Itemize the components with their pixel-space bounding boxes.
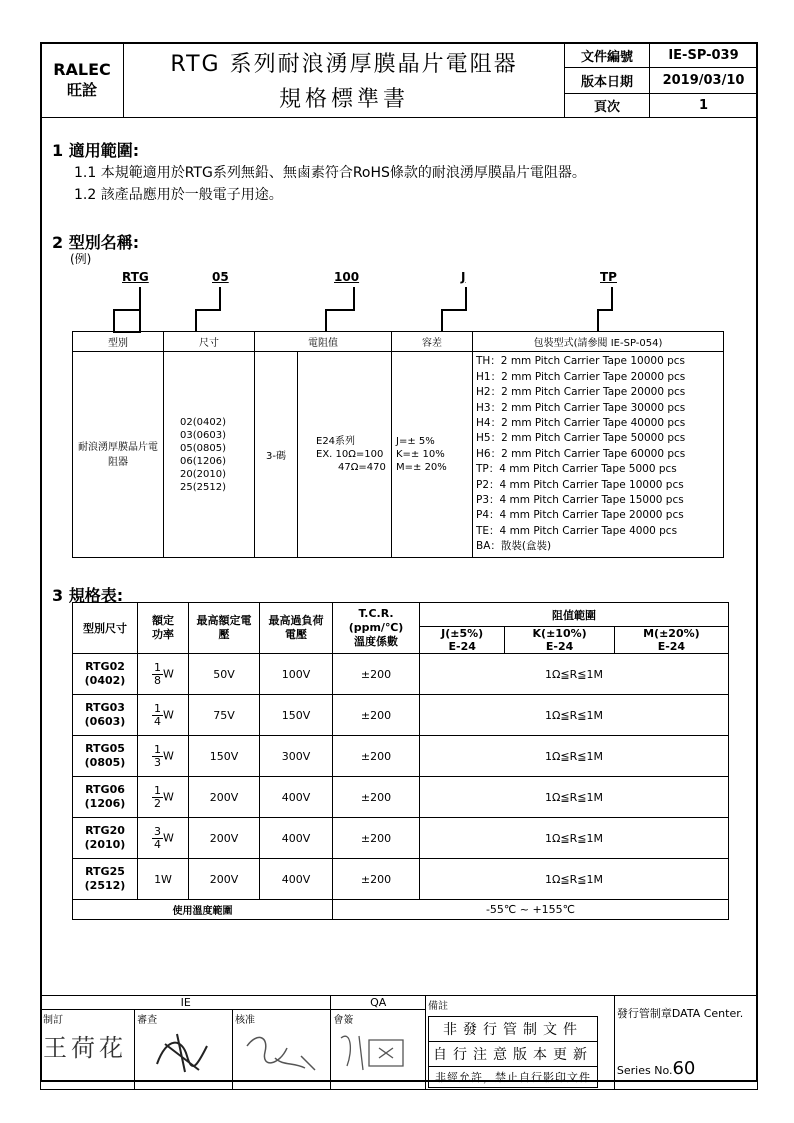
packaging-item: H2：2 mm Pitch Carrier Tape 20000 pcs [476, 386, 686, 399]
section1-line2: 1.2 該產品應用於一般電子用途。 [74, 187, 283, 203]
th-k: K(±10%) E-24 [505, 627, 614, 654]
bracket-tol-bar [441, 309, 467, 311]
code-tolerance: J [461, 270, 466, 284]
page-label: 頁次 [565, 93, 650, 117]
power-fraction: $\frac{1}{8}$ [154, 660, 162, 687]
power-unit: W [163, 831, 174, 844]
resistance-line: E24系列 [316, 436, 356, 447]
bracket-tol-stem [441, 309, 443, 331]
cell-range: 1Ω≦R≦1M [420, 777, 729, 818]
packaging-item: TH：2 mm Pitch Carrier Tape 10000 pcs [476, 355, 685, 368]
packaging-item: H6：2 mm Pitch Carrier Tape 60000 pcs [476, 447, 686, 460]
th-tcr [333, 603, 420, 654]
cell-range: 1Ω≦R≦1M [420, 654, 729, 695]
table-row [73, 859, 729, 900]
th-packaging: 包裝型式(請參閱 IE-SP-054) [473, 332, 724, 352]
packaging-item: P4：4 mm Pitch Carrier Tape 20000 pcs [476, 509, 684, 522]
bracket-pkg-stem [597, 309, 599, 331]
series-no: 60 [672, 1058, 696, 1079]
resistance-line: 47Ω=470 [338, 462, 386, 473]
th-resistance-range: 阻值範圍 [420, 603, 729, 627]
packaging-item: H3：2 mm Pitch Carrier Tape 30000 pcs [476, 401, 686, 414]
footer-qa: QA [331, 996, 426, 1010]
approve-cell [233, 1010, 331, 1090]
th-type-size: 型別尺寸 [73, 603, 138, 654]
doc-no-value: IE-SP-039 [650, 43, 758, 68]
sign-signature [333, 1026, 417, 1074]
type-desc: 耐浪湧厚膜晶片電阻器 [73, 352, 164, 558]
cell-range: 1Ω≦R≦1M [420, 736, 729, 777]
cell-type: RTG02 (0402) [73, 654, 138, 695]
th-rated-power: 額定功率 [138, 603, 189, 654]
cell-overload: 400V [260, 818, 333, 859]
cell-type: RTG20 (2010) [73, 818, 138, 859]
cell-range: 1Ω≦R≦1M [420, 695, 729, 736]
bracket-tol-top [465, 287, 467, 309]
bracket-res-top [353, 287, 355, 309]
packaging-item: BA：散裝(盒裝) [476, 540, 552, 553]
made-signature: 王荷花 [43, 1034, 127, 1062]
power-fraction: $\frac{1}{4}$ [154, 701, 162, 728]
bracket-size-bar [195, 309, 221, 311]
bracket-pkg-top [611, 287, 613, 309]
th-tolerance: 容差 [392, 332, 473, 352]
power-unit: W [163, 708, 174, 721]
footer-note-cell [425, 996, 614, 1090]
review-signature [137, 1026, 217, 1074]
stamp-line1: 非發行管制文件 [428, 1017, 597, 1042]
size-item: 25(2512) [180, 481, 226, 493]
resistance-desc [298, 352, 392, 558]
cell-tcr: ±200 [333, 654, 420, 695]
table-row [73, 736, 729, 777]
power-unit: W [163, 790, 174, 803]
cell-tcr: ±200 [333, 818, 420, 859]
th-size: 尺寸 [164, 332, 255, 352]
section1-line1: 1.1 本規範適用於RTG系列無鉛、無鹵素符合RoHS條款的耐浪湧厚膜晶片電阻器。 [74, 165, 586, 181]
cell-voltage: 150V [189, 736, 260, 777]
footer-ie: IE [41, 996, 331, 1010]
bracket-pkg-bar [597, 309, 613, 311]
sign-cell [331, 1010, 426, 1090]
example-label: (例) [70, 252, 92, 266]
packaging-item: H4：2 mm Pitch Carrier Tape 40000 pcs [476, 416, 686, 429]
packaging-item: H5：2 mm Pitch Carrier Tape 50000 pcs [476, 432, 686, 445]
cell-tcr: ±200 [333, 777, 420, 818]
sign-label: 會簽 [333, 1015, 354, 1026]
cell-overload: 100V [260, 654, 333, 695]
cell-type: RTG05 (0805) [73, 736, 138, 777]
cell-power [138, 695, 189, 736]
packaging-item: TE：4 mm Pitch Carrier Tape 4000 pcs [476, 524, 678, 537]
code-size: 05 [212, 270, 229, 284]
size-item: 20(2010) [180, 468, 226, 480]
tcr-zh: 溫度係數 [354, 635, 398, 648]
doc-subtitle: 規格標準書 [278, 87, 409, 112]
size-item: 02(0402) [180, 416, 226, 428]
cell-voltage: 50V [189, 654, 260, 695]
approve-signature [235, 1026, 321, 1074]
footer-table [40, 995, 758, 1090]
tcr-unit: (ppm/℃) [348, 621, 404, 634]
made-label: 制訂 [43, 1015, 63, 1026]
packaging-item: P2：4 mm Pitch Carrier Tape 10000 pcs [476, 478, 684, 491]
digit-count: 3-碼 [255, 352, 298, 558]
cell-power [138, 736, 189, 777]
packaging-list [473, 352, 724, 558]
table-row [73, 654, 729, 695]
packaging-item: TP：4 mm Pitch Carrier Tape 5000 pcs [476, 463, 677, 476]
code-packaging: TP [600, 270, 617, 284]
review-label: 審查 [137, 1015, 158, 1026]
power-unit: W [163, 667, 174, 680]
code-resistance: 100 [334, 270, 360, 284]
bracket-res-stem [325, 309, 327, 331]
version-value: 2019/03/10 [650, 68, 758, 93]
stamp-line2: 自行注意版本更新 [428, 1042, 597, 1067]
power-unit: W [163, 749, 174, 762]
bracket-size-top [219, 287, 221, 309]
stamp-line3: 非經允許，禁止自行影印文件 [428, 1067, 597, 1088]
bracket-res-bar [325, 309, 355, 311]
spec-table [72, 602, 729, 920]
company-cell [41, 43, 124, 118]
size-list [164, 352, 255, 558]
review-cell [135, 1010, 233, 1090]
tolerance-item: M=± 20% [396, 462, 447, 473]
doc-title: RTG 系列耐浪湧厚膜晶片電阻器 [170, 52, 518, 77]
cell-power [138, 654, 189, 695]
bracket-size-stem [195, 309, 197, 331]
version-label: 版本日期 [565, 68, 650, 93]
th-j: J(±5%) E-24 [420, 627, 505, 654]
made-cell [41, 1010, 135, 1090]
cell-power [138, 859, 189, 900]
cell-overload: 400V [260, 777, 333, 818]
power-fraction: $\frac{1}{3}$ [154, 742, 162, 769]
cell-overload: 150V [260, 695, 333, 736]
size-item: 05(0805) [180, 442, 226, 454]
issue-stamp-label: 發行管制章DATA Center. [616, 1007, 744, 1020]
th-type: 型別 [73, 332, 164, 352]
table-row [73, 695, 729, 736]
tolerance-item: K=± 10% [396, 449, 445, 460]
title-cell [124, 43, 565, 118]
control-stamp [428, 1016, 598, 1088]
bracket-rtg-bar [113, 309, 141, 311]
cell-type: RTG25 (2512) [73, 859, 138, 900]
th-max-voltage: 最高額定電壓 [189, 603, 260, 654]
tcr-label: T.C.R. [358, 607, 394, 620]
approve-label: 核准 [235, 1015, 256, 1026]
section2-title: 2 型別名稱: [52, 233, 140, 252]
size-item: 03(0603) [180, 429, 226, 441]
size-item: 06(1206) [180, 455, 226, 467]
packaging-item: H1：2 mm Pitch Carrier Tape 20000 pcs [476, 370, 686, 383]
section1-title: 1 適用範圍: [52, 141, 140, 160]
packaging-item: P3：4 mm Pitch Carrier Tape 15000 pcs [476, 494, 684, 507]
temp-label: 使用溫度範圍 [73, 900, 333, 920]
table-row [73, 777, 729, 818]
document-header [40, 42, 758, 118]
cell-power [138, 777, 189, 818]
cell-type: RTG03 (0603) [73, 695, 138, 736]
cell-type: RTG06 (1206) [73, 777, 138, 818]
series-label: Series No.60 [616, 1058, 696, 1079]
tolerance-item: J=± 5% [396, 436, 435, 447]
cell-range: 1Ω≦R≦1M [420, 859, 729, 900]
cell-voltage: 200V [189, 859, 260, 900]
tolerance-list [392, 352, 473, 558]
bracket-rtg-stem [113, 309, 115, 331]
cell-tcr: ±200 [333, 695, 420, 736]
company-en: RALEC [53, 60, 111, 79]
table-row [73, 818, 729, 859]
th-overload-voltage: 最高過負荷電壓 [260, 603, 333, 654]
code-rtg: RTG [122, 270, 149, 284]
note-label: 備註 [427, 1001, 448, 1012]
resistance-line: EX. 10Ω=100 [316, 449, 384, 460]
cell-voltage: 200V [189, 818, 260, 859]
cell-voltage: 75V [189, 695, 260, 736]
power-fraction: $\frac{1}{2}$ [154, 783, 162, 810]
cell-power [138, 818, 189, 859]
cell-tcr: ±200 [333, 736, 420, 777]
cell-overload: 400V [260, 859, 333, 900]
th-m: M(±20%) E-24 [614, 627, 728, 654]
power-unit: 1W [154, 872, 172, 886]
section3-title: 3 規格表: [52, 586, 124, 605]
temp-value: -55℃ ~ +155℃ [333, 900, 729, 920]
type-name-table [72, 331, 724, 558]
cell-tcr: ±200 [333, 859, 420, 900]
th-resistance: 電阻值 [255, 332, 392, 352]
power-fraction: $\frac{3}{4}$ [154, 824, 162, 851]
doc-no-label: 文件編號 [565, 43, 650, 68]
cell-voltage: 200V [189, 777, 260, 818]
footer-issue-cell [614, 996, 757, 1090]
cell-overload: 300V [260, 736, 333, 777]
page-value: 1 [650, 93, 758, 117]
company-zh: 旺詮 [66, 81, 97, 99]
cell-range: 1Ω≦R≦1M [420, 818, 729, 859]
